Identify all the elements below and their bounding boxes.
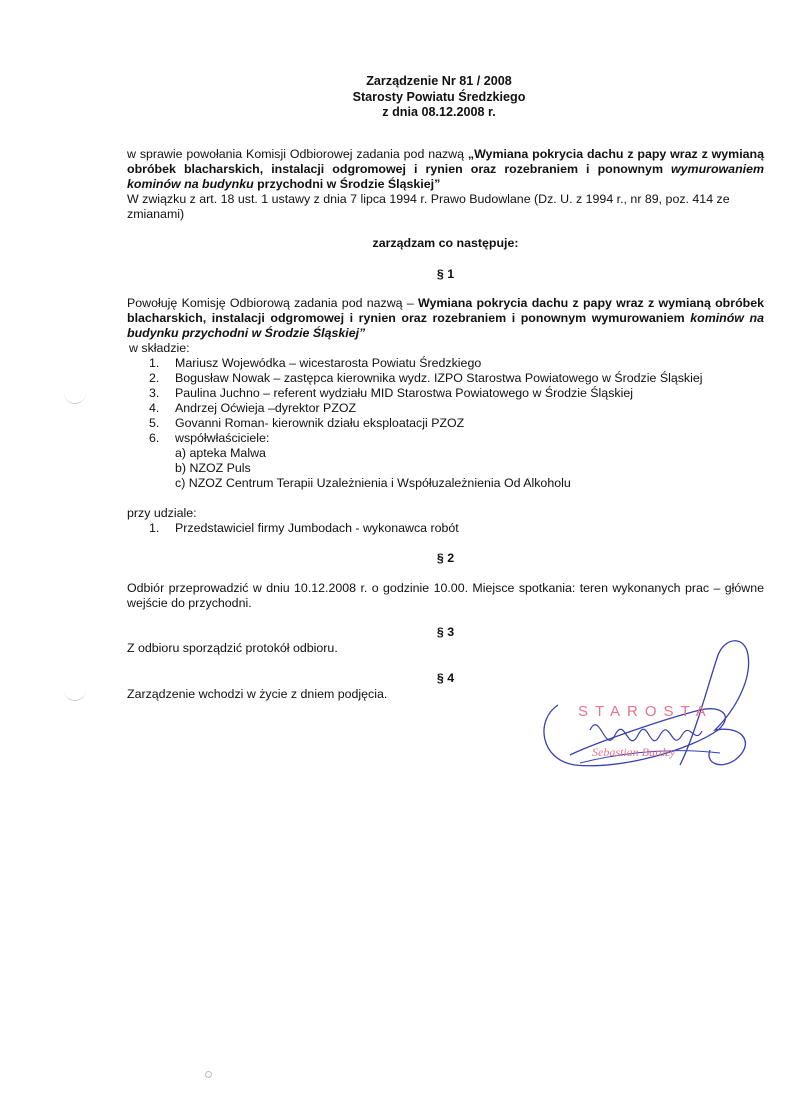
list-item: 1. Przedstawiciel firmy Jumbodach - wykonawca robót [149,521,459,535]
stamp-name: Sebastian Burdzy [592,745,676,759]
section-1-text: Powołuję Komisję Odbiorową zadania pod nazwą – [127,296,419,310]
task-title: „Wymiana pokrycia dachu z papy wraz z wymianą obróbek blacharskich, instalacji odgromowej i rynien oraz rozebraniem i ponownym [127,147,764,176]
list-item: 1. Mariusz Wojewódka – wicestarosta Powiatu Średzkiego [149,356,482,370]
section-1-heading: § 1 [436,267,455,281]
list-item: 5. Govanni Roman- kierownik działu eksploatacji PZOZ [149,416,465,430]
list-item: 3. Paulina Juchno – referent wydziału MID Starostwa Powiatowego w Środzie Śląskiej [149,386,633,400]
section-1-task-title-italic: kominów na budynku przychodni w Środzie Śląskiej” [127,311,764,340]
section-4-text: Zarządzenie wchodzi w życie z dniem podjęcia. [127,687,388,701]
list-item: b) NZOZ Puls [175,461,251,475]
list-item: 2. Bogusław Nowak – zastępca kierownika wydz. IZPO Starostwa Powiatowego w Środzie Śląskiej [149,371,703,385]
list-item: 6. współwłaściciele: [149,431,270,445]
section-1-paragraph [127,296,764,341]
task-title-italic: wymurowaniem kominów na budynku [127,162,764,191]
stamp-title: STAROSTA [578,703,713,720]
participants-list [127,521,764,536]
section-1-task-title: Wymiana pokrycia dachu z papy wraz z wymianą obróbek blacharskich, instalacji odgromowej i rynien oraz rozebraniem i ponownym wymurowaniem [127,296,764,325]
composition-label: w składzie: [129,341,190,355]
commission-members-list [127,356,764,446]
scan-speck [205,1071,212,1078]
decree-number: Zarządzenie Nr 81 / 2008 [366,74,512,88]
decree-date: z dnia 08.12.2008 r. [382,105,496,119]
decree-heading: zarządzam co następuje: [372,236,519,250]
participation-label: przy udziale: [127,506,197,520]
co-owners-list [127,446,764,491]
section-2-text: Odbiór przeprowadzić w dniu 10.12.2008 r. o godzinie 10.00. Miejsce spotkania: teren wykonanych prac – główne wejście do przychodni. [127,581,764,610]
intro-paragraph [127,147,764,192]
document-header [0,74,800,121]
section-3-text: Z odbioru sporządzić protokół odbioru. [127,641,338,655]
issuer: Starosty Powiatu Średzkiego [352,89,526,104]
legal-basis: W związku z art. 18 ust. 1 ustawy z dnia 7 lipca 1994 r. Prawo Budowlane (Dz. U. z 1994 r., nr 89, poz. 414 ze zmianami) [127,192,730,221]
list-item: 4. Andrzej Oćwieja –dyrektor PZOZ [149,401,357,415]
intro-text: w sprawie powołania Komisji Odbiorowej zadania pod nazwą [127,147,468,161]
punch-hole-mark [64,690,86,701]
section-4-heading: § 4 [436,671,455,685]
list-item: c) NZOZ Centrum Terapii Uzależnienia i Współuzależnienia Od Alkoholu [175,476,571,490]
punch-hole-mark [64,393,86,404]
task-title-end: przychodni w Środzie Śląskiej” [253,177,441,191]
section-2-heading: § 2 [436,551,455,565]
section-3-heading: § 3 [436,625,455,639]
list-item: a) apteka Malwa [175,446,266,460]
